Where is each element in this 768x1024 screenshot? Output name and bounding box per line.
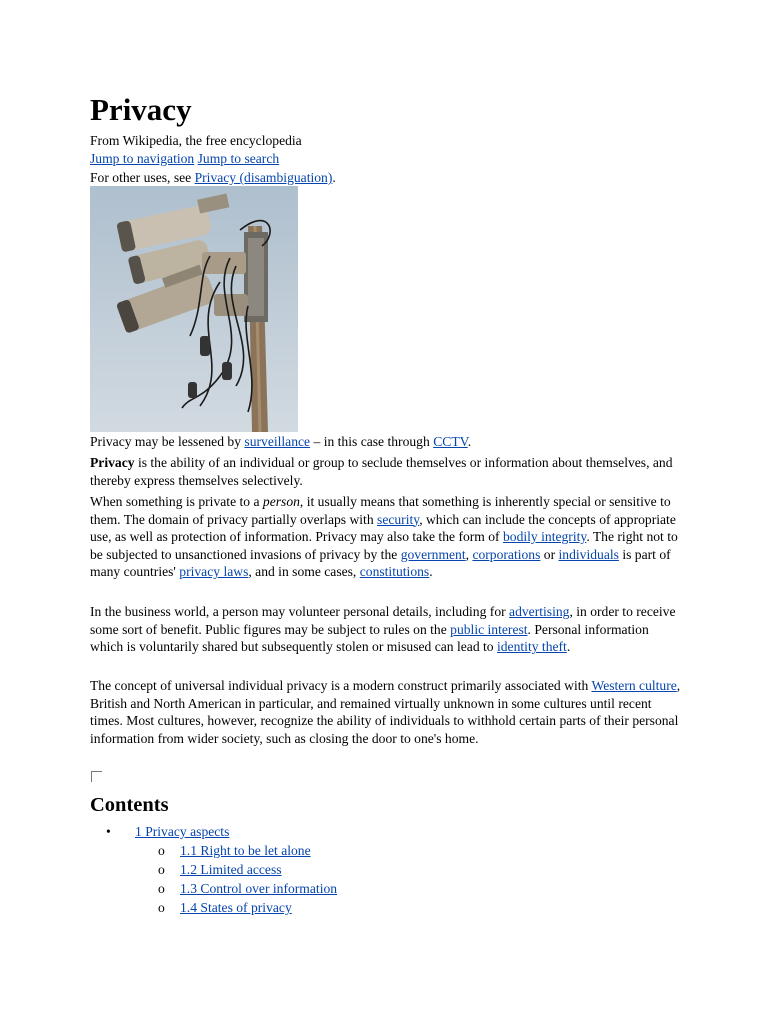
government-link[interactable]: government [400,546,466,562]
hatnote: For other uses, see Privacy (disambiguation). [90,170,336,185]
toc-sub-bullet: o [158,843,165,858]
toc-item-right-to-be-let-alone[interactable]: 1.1 Right to be let alone [180,843,311,858]
toc-sub-bullet: o [158,900,165,915]
toc-toggle-icon[interactable] [91,771,102,782]
privacy-laws-link[interactable]: privacy laws [179,564,249,580]
page-title: Privacy [90,92,192,127]
cctv-cameras-photo[interactable] [90,186,298,432]
toc-sub-bullet: o [158,881,165,896]
disambiguation-link[interactable]: Privacy (disambiguation) [194,170,333,185]
paragraph-culture: The concept of universal individual privacy is a modern construct primarily associated with Western culture, British and North American in particular, and remained virtually unknown in some cultures until recent times. Most cultures, however, recognize the ability of individuals to withhold certain parts of their personal information from wider society, such as closing the door to one's home. [90,678,681,746]
toc-item-privacy-aspects[interactable]: 1 Privacy aspects [135,824,230,839]
corporations-link[interactable]: corporations [472,546,541,562]
individuals-link[interactable]: individuals [558,546,619,562]
toc-bullet: • [106,824,111,839]
paragraph-intro: Privacy is the ability of an individual or group to seclude themselves or information about themselves, and thereby express themselves selectively. [90,455,673,488]
western-culture-link[interactable]: Western culture [591,678,677,693]
jump-links [90,150,279,168]
cctv-link[interactable]: CCTV [433,434,468,449]
toc-sub-bullet: o [158,862,165,877]
tagline: From Wikipedia, the free encyclopedia [90,133,302,148]
toc-item-states-of-privacy[interactable]: 1.4 States of privacy [180,900,292,915]
identity-theft-link[interactable]: identity theft [496,639,567,655]
public-interest-link[interactable]: public interest [450,621,528,637]
advertising-link[interactable]: advertising [509,604,570,619]
paragraph-business: In the business world, a person may volunteer personal details, including for advertising, in order to receive some sort of benefit. Public figures may be subject to rules on the public interest. Personal information which is voluntarily shared but subsequently stolen or misused can lead to identity theft. [90,604,676,655]
bodily-integrity-link[interactable]: bodily integrity [502,529,587,545]
constitutions-link[interactable]: constitutions [359,564,430,580]
jump-to-navigation-link[interactable]: Jump to navigation [90,151,195,166]
surveillance-link[interactable]: surveillance [244,434,311,449]
toc-item-limited-access[interactable]: 1.2 Limited access [180,862,282,877]
contents-heading: Contents [90,794,169,816]
paragraph-domain: When something is private to a person, it usually means that something is inherently special or sensitive to them. The domain of privacy partially overlaps with security, which can include the concepts of appropriate use, as well as protection of information. Privacy may also take the form of bodily integrity. The right not to be subjected to unsanctioned invasions of privacy by the government, corporations or individuals is part of many countries' privacy laws, and in some cases, constitutions. [90,494,678,580]
jump-to-search-link[interactable]: Jump to search [197,151,280,166]
image-caption: Privacy may be lessened by surveillance – in this case through CCTV. [90,434,472,449]
toc-item-control-over-information[interactable]: 1.3 Control over information [180,881,338,896]
security-link[interactable]: security [377,511,420,527]
